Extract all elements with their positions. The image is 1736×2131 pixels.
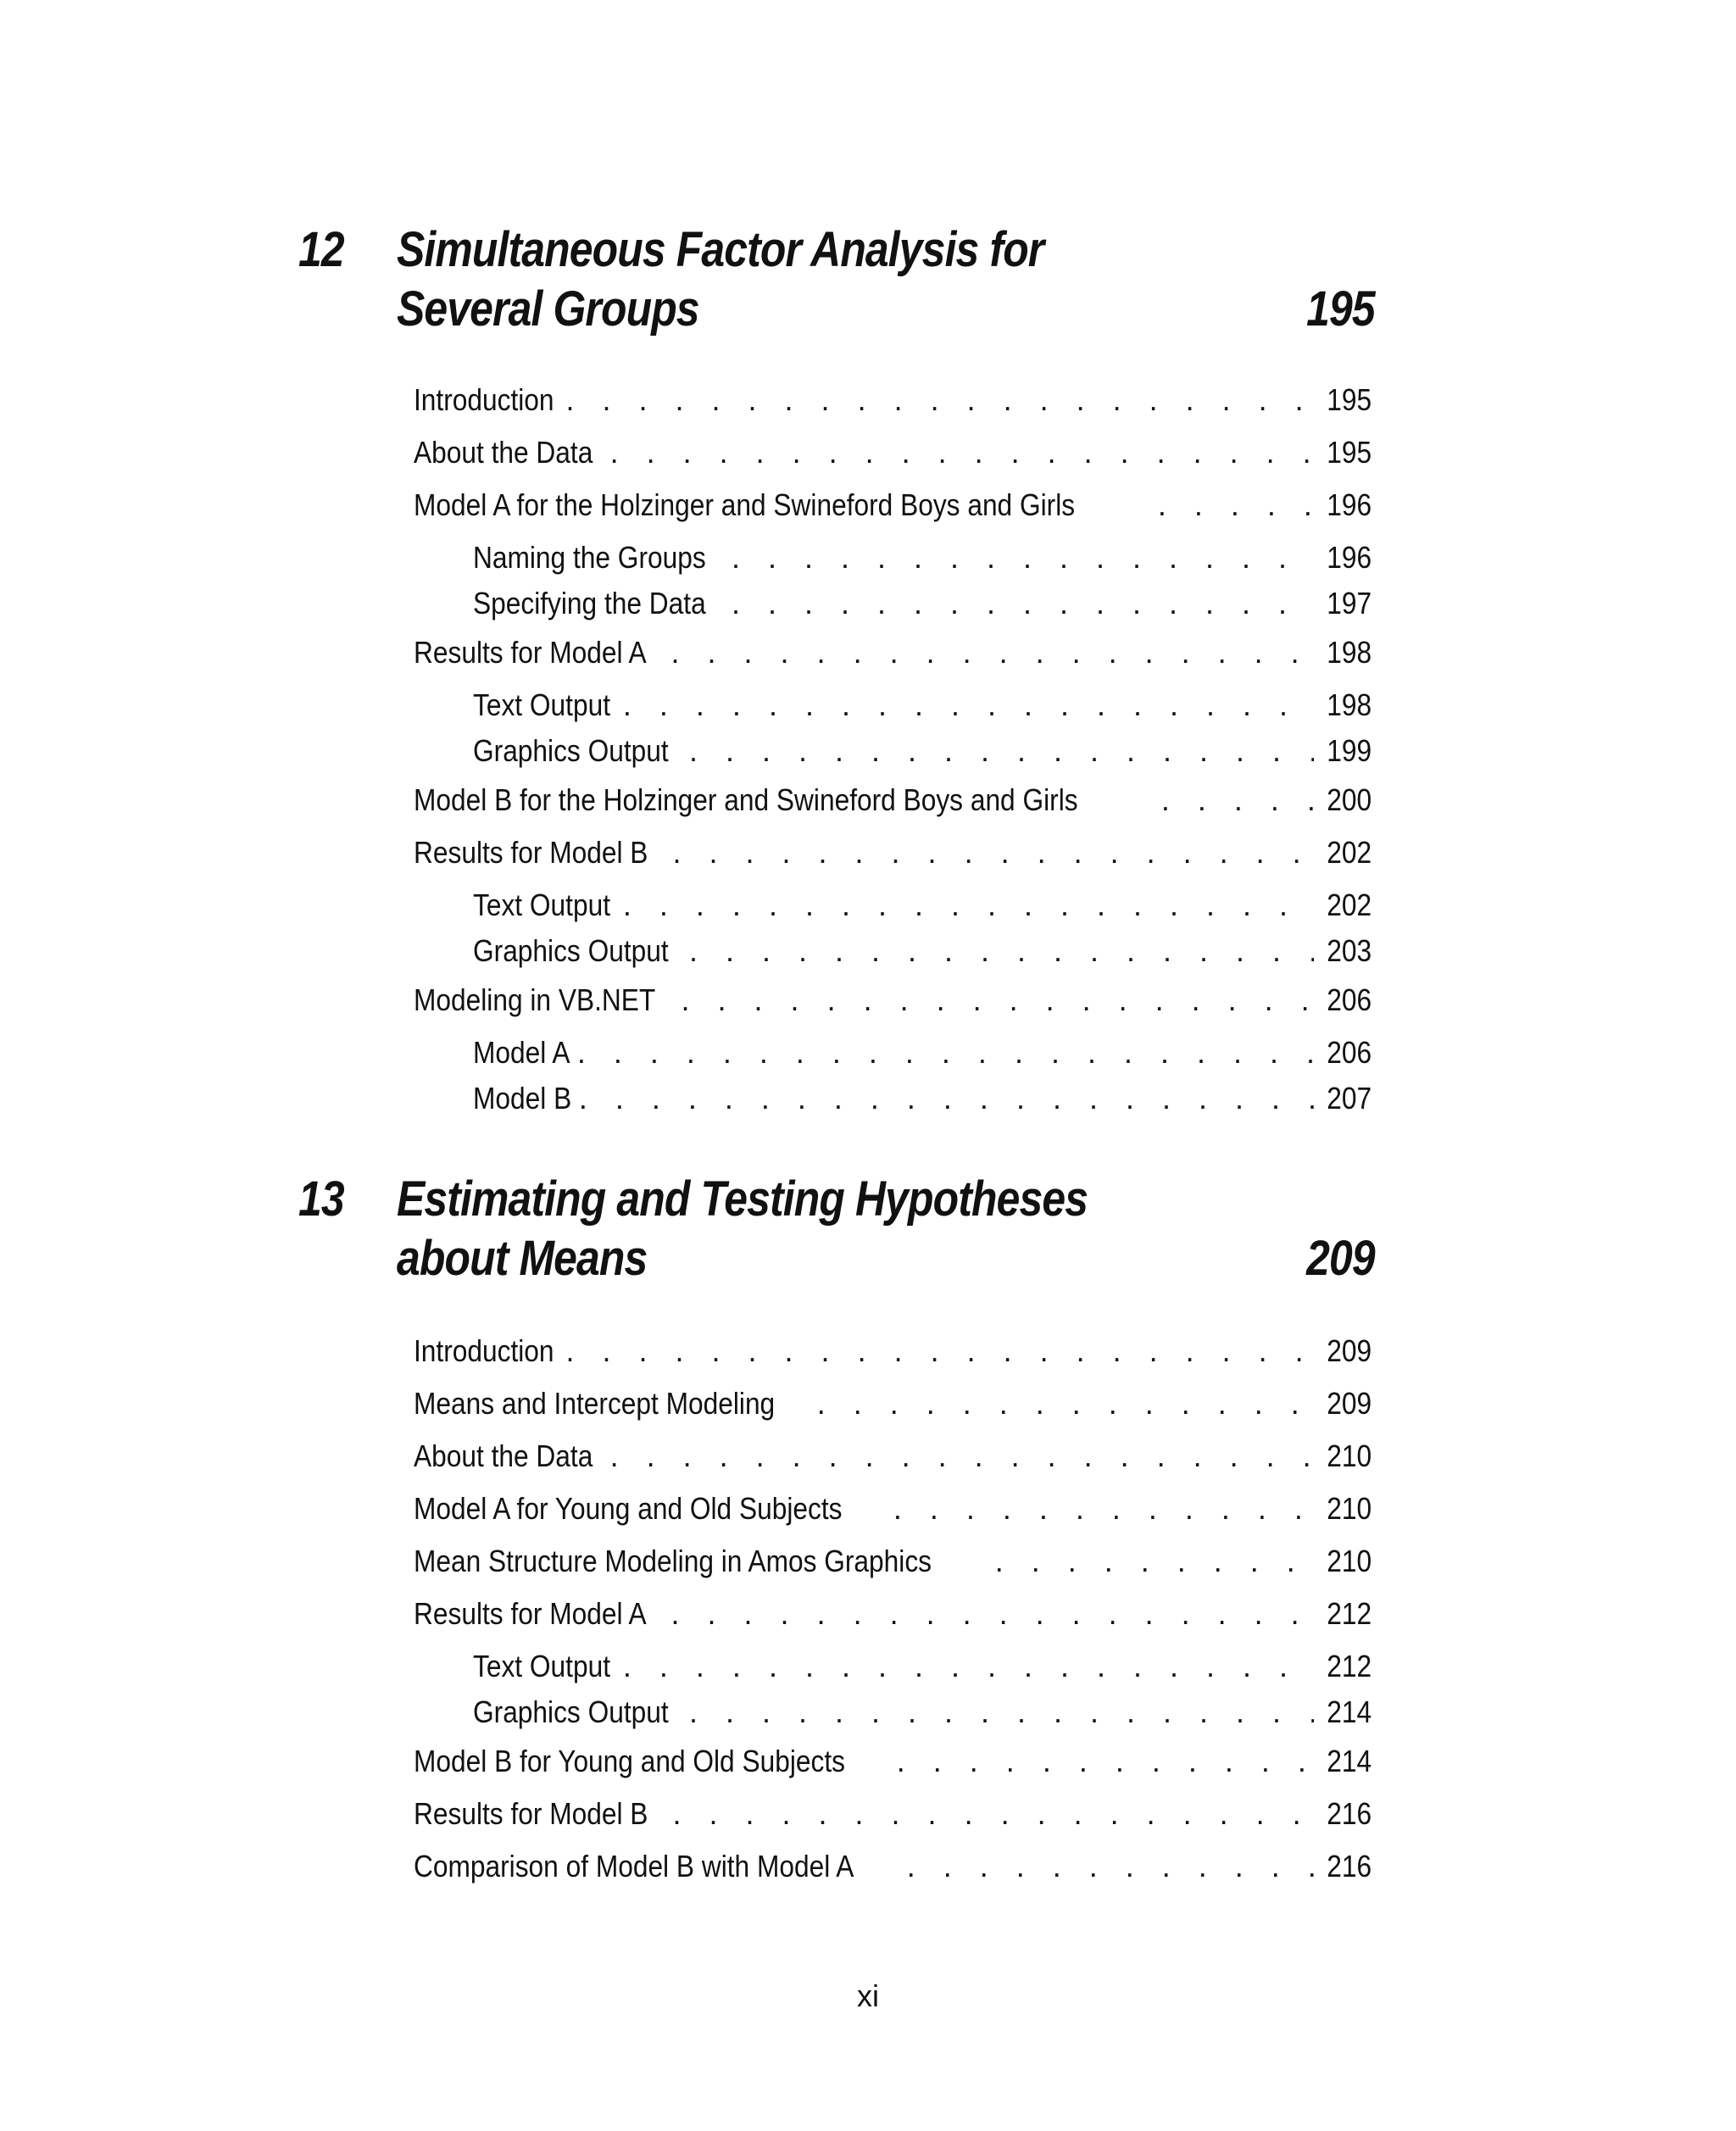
toc-entry-page: 214 — [1327, 1744, 1372, 1778]
toc-entry[interactable] — [414, 1743, 1372, 1780]
dot-leader — [907, 1848, 1314, 1885]
toc-entry-page: 196 — [1327, 540, 1372, 575]
toc-entry-page: 195 — [1327, 435, 1372, 470]
toc-entry-page: 216 — [1327, 1849, 1372, 1883]
toc-entry-label: Naming the Groups — [473, 540, 706, 575]
toc-entry-page: 210 — [1327, 1491, 1372, 1526]
toc-entry-page: 197 — [1327, 586, 1372, 620]
toc-entry-page: 209 — [1327, 1386, 1372, 1421]
toc-entry-page: 200 — [1327, 782, 1372, 817]
toc-entry[interactable] — [414, 1795, 1372, 1833]
chapter-title-line: Several Groups — [397, 281, 699, 337]
dot-leader — [893, 1490, 1314, 1527]
toc-list-chapter-13 — [414, 0, 1372, 2131]
toc-entry-label: Graphics Output — [473, 733, 669, 768]
toc-subentry[interactable] — [473, 1648, 1372, 1685]
dot-leader — [689, 1694, 1314, 1731]
chapter-title-line: Estimating and Testing Hypotheses — [397, 1171, 1088, 1227]
toc-entry-page: 210 — [1327, 1438, 1372, 1473]
toc-entry-label: Mean Structure Modeling in Amos Graphics — [414, 1544, 932, 1578]
toc-entry-label: Comparison of Model B with Model A — [414, 1849, 854, 1883]
toc-entry-label: Means and Intercept Modeling — [414, 1386, 776, 1421]
toc-entry-label: Introduction — [414, 1333, 554, 1368]
toc-entry[interactable] — [414, 1438, 1372, 1475]
toc-entry-label: Graphics Output — [473, 933, 669, 968]
toc-entry-label: Specifying the Data — [473, 586, 706, 620]
toc-entry-page: 198 — [1327, 635, 1372, 670]
toc-entry-page: 212 — [1327, 1649, 1372, 1683]
toc-entry-label: Model A for the Holzinger and Swineford Boys and Girls — [414, 487, 1076, 522]
toc-entry-label: Text Output — [473, 687, 611, 722]
toc-entry-label: Introduction — [414, 382, 554, 417]
page-folio: xi — [857, 1978, 879, 2013]
toc-entry-page: 199 — [1327, 733, 1372, 768]
chapter-title-line: Simultaneous Factor Analysis for — [397, 222, 1044, 277]
dot-leader — [817, 1385, 1314, 1422]
toc-entry[interactable] — [414, 1848, 1372, 1885]
toc-entry-page: 195 — [1327, 382, 1372, 417]
toc-entry[interactable] — [414, 1595, 1372, 1633]
chapter-page-number: 195 — [1306, 281, 1375, 337]
toc-entry-page: 203 — [1327, 933, 1372, 968]
toc-entry-page: 210 — [1327, 1544, 1372, 1578]
toc-entry-label: Graphics Output — [473, 1694, 669, 1729]
toc-entry-label: Model A — [473, 1035, 570, 1070]
toc-entry-label: Text Output — [473, 1649, 611, 1683]
toc-entry-label: Model B for Young and Old Subjects — [414, 1744, 845, 1778]
toc-entry[interactable] — [414, 1385, 1372, 1422]
toc-entry-page: 206 — [1327, 982, 1372, 1017]
toc-entry-label: Results for Model B — [414, 835, 648, 870]
dot-leader — [623, 1648, 1314, 1685]
toc-entry-page: 214 — [1327, 1694, 1372, 1729]
toc-entry-page: 206 — [1327, 1035, 1372, 1070]
toc-entry[interactable] — [414, 1543, 1372, 1580]
toc-entry-page: 202 — [1327, 887, 1372, 922]
toc-entry-page: 216 — [1327, 1796, 1372, 1831]
dot-leader — [897, 1743, 1314, 1780]
toc-entry-label: About the Data — [414, 435, 593, 470]
toc-entry[interactable] — [414, 1333, 1372, 1370]
toc-entry-label: Results for Model A — [414, 1596, 647, 1631]
toc-entry-label: About the Data — [414, 1438, 593, 1473]
dot-leader — [673, 1795, 1314, 1833]
toc-entry-label: Model B — [473, 1081, 572, 1116]
toc-entry-page: 198 — [1327, 687, 1372, 722]
dot-leader — [671, 1595, 1314, 1633]
toc-entry-label: Results for Model A — [414, 635, 647, 670]
dot-leader — [995, 1543, 1314, 1580]
toc-entry[interactable] — [414, 1490, 1372, 1527]
chapter-number: 12 — [298, 222, 344, 277]
toc-entry-label: Modeling in VB.NET — [414, 982, 656, 1017]
toc-entry-label: Model B for the Holzinger and Swineford Boys and Girls — [414, 782, 1078, 817]
dot-leader — [610, 1438, 1314, 1475]
toc-entry-label: Model A for Young and Old Subjects — [414, 1491, 843, 1526]
toc-entry-page: 207 — [1327, 1081, 1372, 1116]
chapter-number: 13 — [298, 1171, 344, 1227]
toc-entry-page: 212 — [1327, 1596, 1372, 1631]
chapter-page-number: 209 — [1306, 1231, 1375, 1286]
toc-entry-page: 196 — [1327, 487, 1372, 522]
toc-entry-page: 209 — [1327, 1333, 1372, 1368]
toc-entry-label: Text Output — [473, 887, 611, 922]
toc-subentry[interactable] — [473, 1694, 1372, 1731]
chapter-title-line: about Means — [397, 1231, 648, 1286]
toc-entry-page: 202 — [1327, 835, 1372, 870]
toc-entry-label: Results for Model B — [414, 1796, 648, 1831]
dot-leader — [566, 1333, 1314, 1370]
